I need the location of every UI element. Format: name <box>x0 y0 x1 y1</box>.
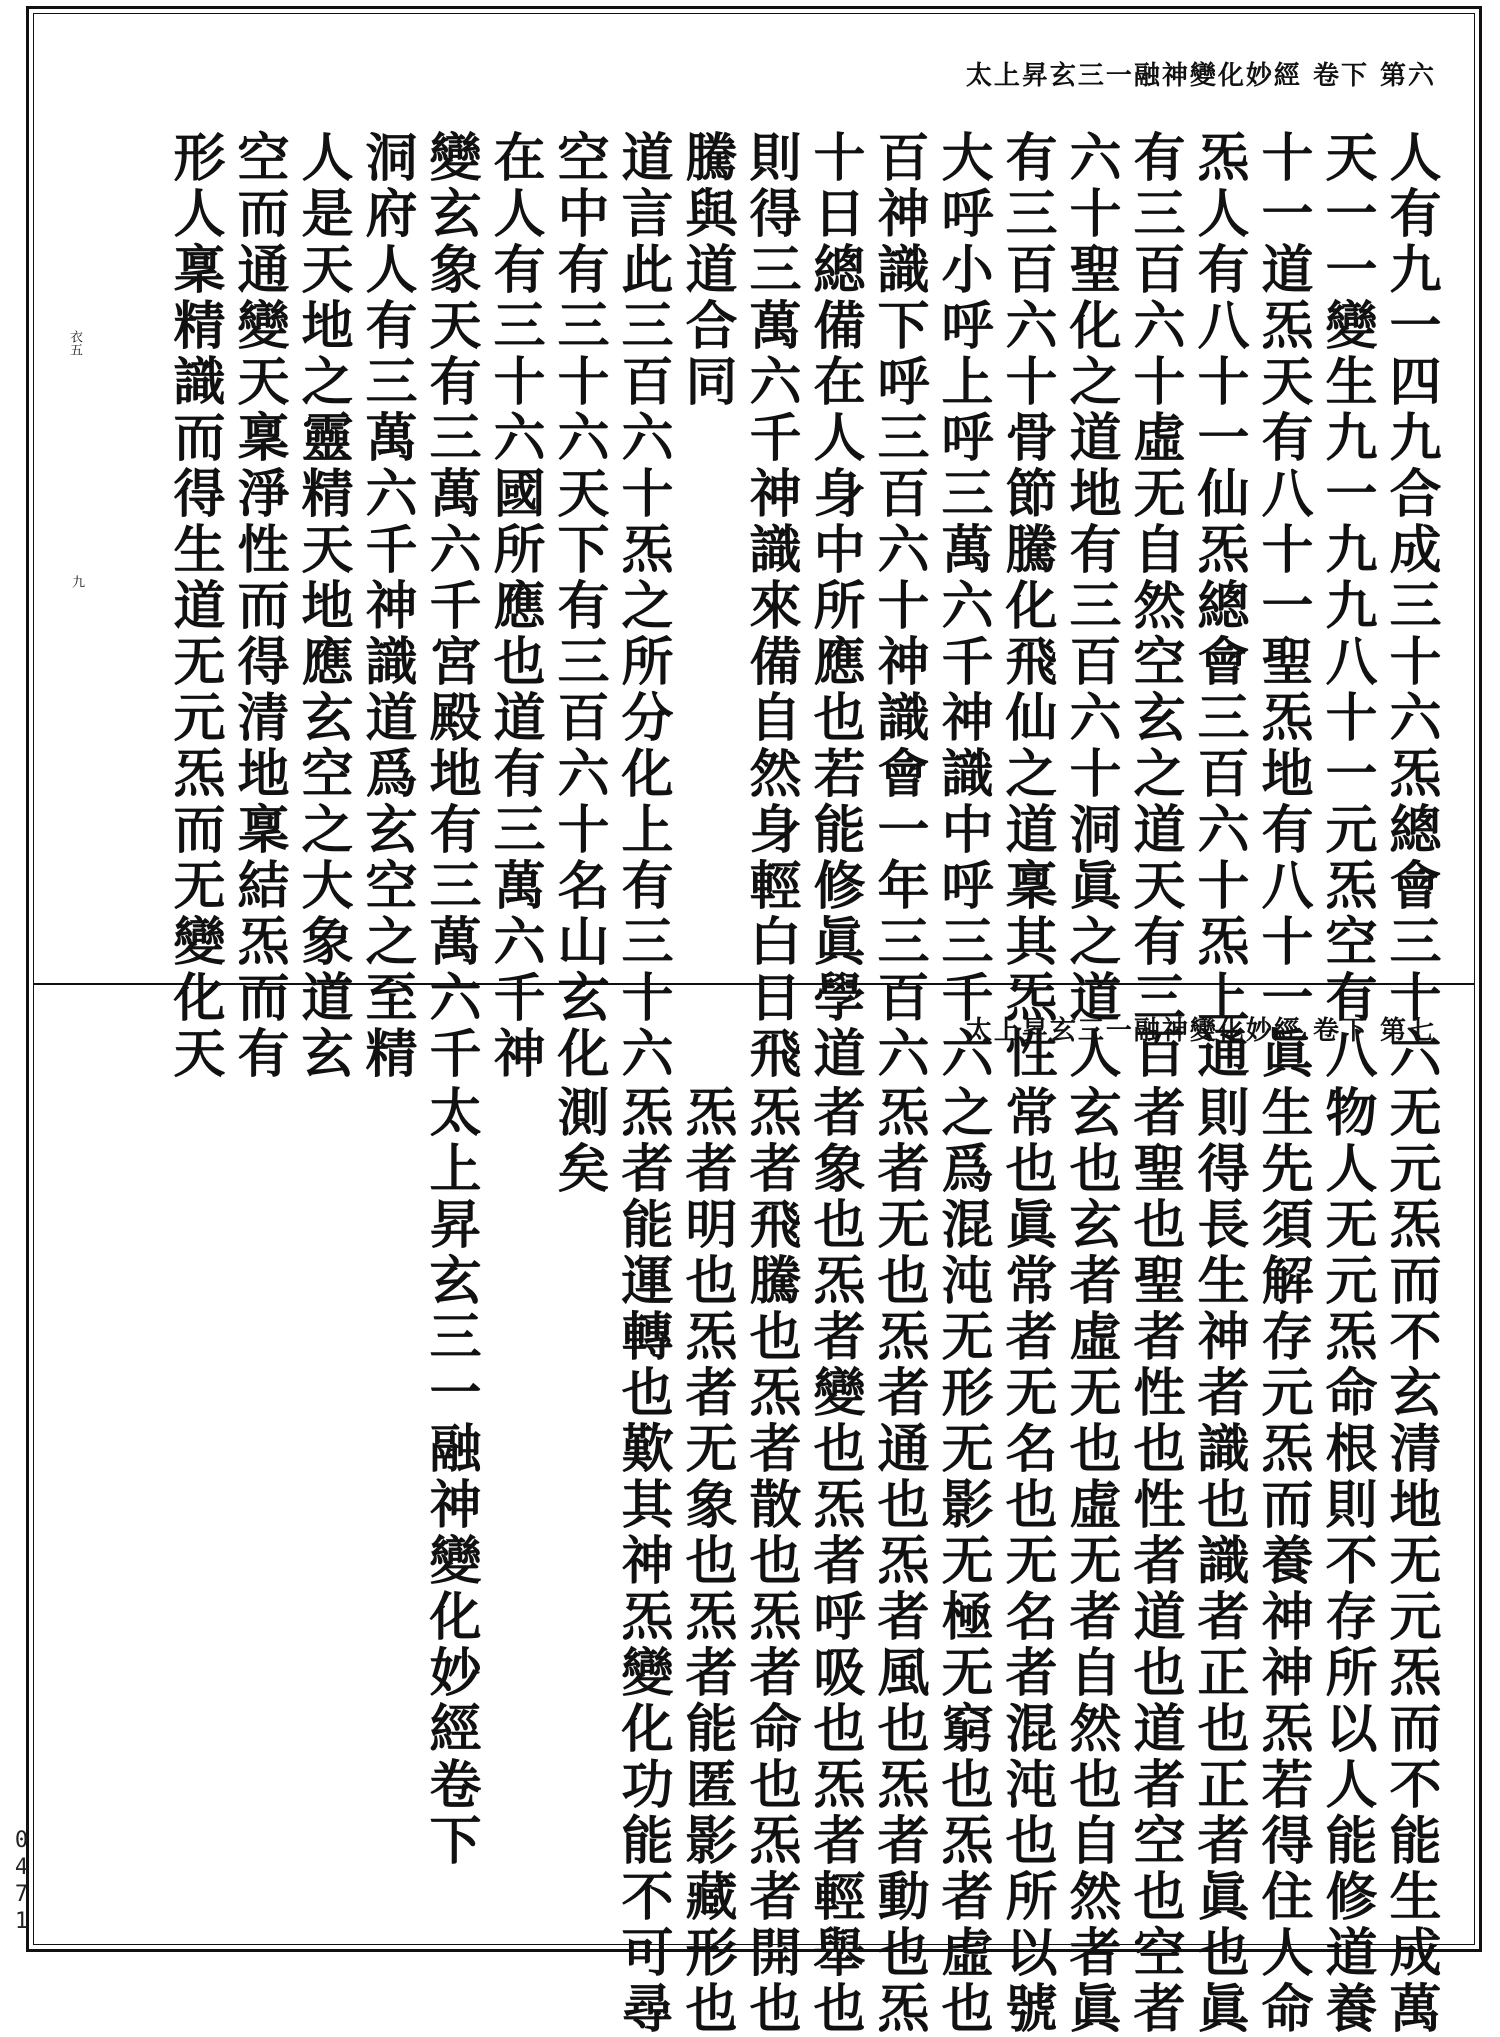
text-column: 玄也玄者虛无也虛无者自然也自然者眞 <box>1060 1085 1121 2037</box>
text-column: 在人有三十六國所應也道有三萬六千神 <box>484 130 545 1082</box>
text-column: 十一道炁天有八十一聖炁地有八十一眞 <box>1252 130 1313 1082</box>
text-column: 騰與道合同 <box>676 130 737 410</box>
text-column: 炁人有八十一仙炁總會三百六十炁上通 <box>1188 130 1249 1082</box>
text-column: 炁者明也炁者无象也炁者能匿影藏形也 <box>676 1085 737 2037</box>
text-column: 大呼小呼上呼三萬六千神識中呼三千六 <box>932 130 993 1082</box>
text-column: 炁者飛騰也炁者散也炁者命也炁者開也 <box>740 1085 801 2037</box>
text-column: 測矣 <box>548 1085 609 1197</box>
text-column: 常也眞常者无名也无名者混沌也所以號 <box>996 1085 1057 2037</box>
text-column: 物人无元炁命根則不存所以人能修道養 <box>1316 1085 1377 2037</box>
text-column: 有三百六十虛无自然空玄之道天有三百 <box>1124 130 1185 1082</box>
text-column: 天一一變生九一九九八十一元炁空有八 <box>1316 130 1377 1082</box>
page-number: 0471 <box>9 1828 34 1936</box>
text-column: 空而通變天稟淨性而得清地稟結炁而有 <box>228 130 289 1082</box>
text-column: 无元炁而不玄清地无元炁而不能生成萬 <box>1380 1085 1441 2037</box>
text-column: 太上昇玄三一融神變化妙經卷下 <box>420 1085 481 1869</box>
top-panel-header: 太上昇玄三一融神變化妙經 卷下 第六 <box>965 61 1436 91</box>
text-column: 形人稟精識而得生道无元炁而无變化天 <box>164 130 225 1082</box>
text-column: 生先須解存元炁而養神神炁若得住人命 <box>1252 1085 1313 2037</box>
text-column: 人有九一四九合成三十六炁總會三十六 <box>1380 130 1441 1082</box>
text-column: 洞府人有三萬六千神識道爲玄空之至精 <box>356 130 417 1082</box>
text-column: 六十聖化之道地有三百六十洞眞之道人 <box>1060 130 1121 1082</box>
text-column: 者聖也聖者性也性者道也道者空也空者 <box>1124 1085 1185 2037</box>
text-column: 空中有三十六天下有三百六十名山玄化 <box>548 130 609 1082</box>
text-column: 則得三萬六千神識來備自然身輕白日飛 <box>740 130 801 1082</box>
margin-mark-volume: 衣五 <box>67 330 82 356</box>
text-column: 十日總備在人身中所應也若能修眞學道 <box>804 130 865 1082</box>
text-column: 變玄象天有三萬六千宮殿地有三萬六千 <box>420 130 481 1082</box>
bottom-panel-header: 太上昇玄三一融神變化妙經 卷下 第七 <box>965 1016 1436 1046</box>
text-column: 炁者无也炁者通也炁者風也炁者動也炁 <box>868 1085 929 2037</box>
text-column: 有三百六十骨節騰化飛仙之道稟其炁性 <box>996 130 1057 1082</box>
text-column: 之爲混沌无形无影无極无窮也炁者虛也 <box>932 1085 993 2037</box>
text-column: 百神識下呼三百六十神識會一年三百六 <box>868 130 929 1082</box>
text-column: 人是天地之靈精天地應玄空之大象道玄 <box>292 130 353 1082</box>
text-column: 則得長生神者識也識者正也正者眞也眞 <box>1188 1085 1249 2037</box>
text-column: 道言此三百六十炁之所分化上有三十六 <box>612 130 673 1082</box>
margin-mark-page: 九 <box>69 575 84 588</box>
text-column: 者象也炁者變也炁者呼吸也炁者輕舉也 <box>804 1085 865 2037</box>
text-column: 炁者能運轉也歎其神炁變化功能不可尋 <box>612 1085 673 2037</box>
